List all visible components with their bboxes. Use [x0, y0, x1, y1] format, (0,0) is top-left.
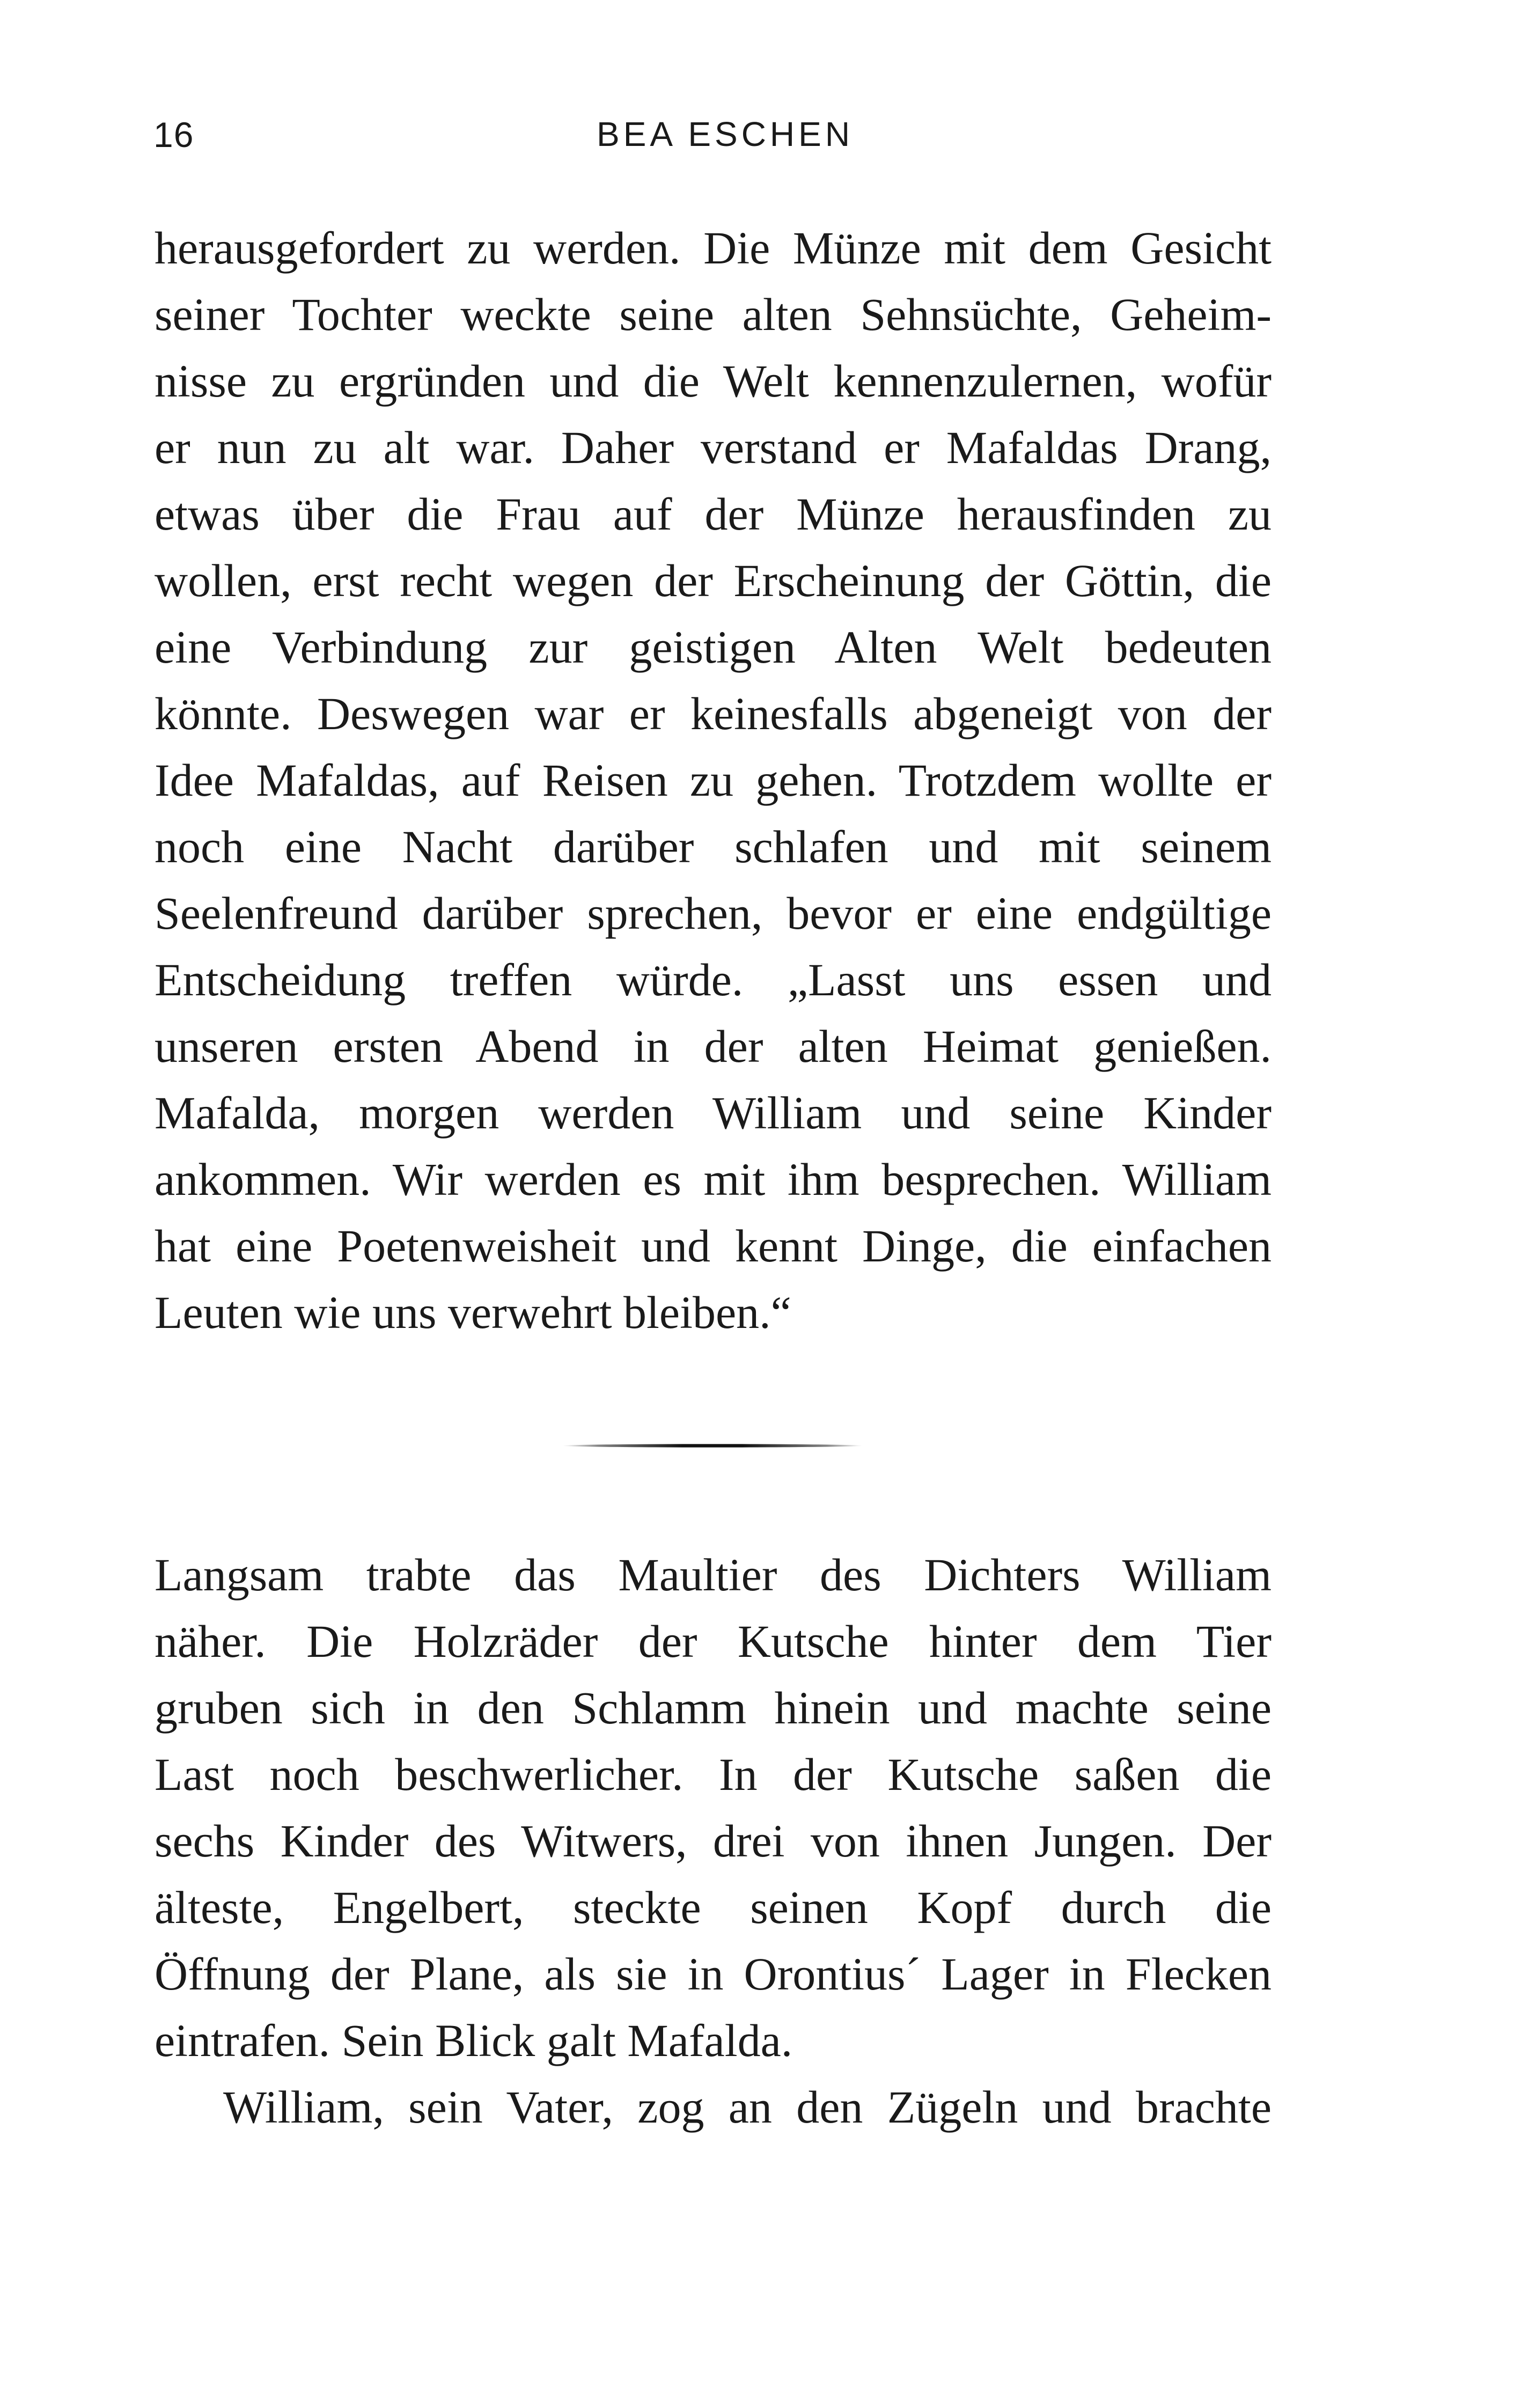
running-head-author: BEA ESCHEN [597, 115, 854, 153]
text-line: Seelenfreund darüber sprechen, bevor er eine endgültige [155, 887, 1272, 939]
text-line: Last noch beschwerlicher. In der Kutsche saßen die [155, 1749, 1272, 1800]
text-line: älteste, Engelbert, steckte seinen Kopf durch die [155, 1882, 1272, 1933]
text-line: hat eine Poetenweisheit und kennt Dinge, die einfachen [155, 1220, 1272, 1272]
text-line: gruben sich in den Schlamm hinein und machte seine [155, 1682, 1272, 1734]
text-line: Idee Mafaldas, auf Reisen zu gehen. Trotzdem wollte er [155, 754, 1272, 806]
section-divider [562, 1444, 863, 1447]
text-line: wollen, erst recht wegen der Erscheinung der Göttin, die [155, 555, 1272, 606]
text-line: er nun zu alt war. Daher verstand er Mafaldas Drang, [155, 422, 1272, 473]
text-line: Langsam trabte das Maultier des Dichters William [155, 1549, 1272, 1601]
text-line: eine Verbindung zur geistigen Alten Welt bedeuten [155, 621, 1272, 673]
text-line: herausgefordert zu werden. Die Münze mit dem Gesicht [155, 222, 1272, 274]
text-line: unseren ersten Abend in der alten Heimat genießen. [155, 1021, 1272, 1072]
page-number: 16 [153, 115, 194, 155]
text-line: ankommen. Wir werden es mit ihm besprechen. William [155, 1154, 1272, 1205]
text-line: Leuten wie uns verwehrt bleiben.“ [155, 1287, 791, 1338]
text-line: eintrafen. Sein Blick galt Mafalda. [155, 2015, 793, 2066]
text-line: seiner Tochter weckte seine alten Sehnsüchte, Geheim- [155, 289, 1272, 340]
text-line: noch eine Nacht darüber schlafen und mit seinem [155, 821, 1272, 872]
body-paragraph-2 [155, 1541, 1272, 2140]
text-line: etwas über die Frau auf der Münze herausfinden zu [155, 488, 1272, 540]
text-line: Mafalda, morgen werden William und seine Kinder [155, 1087, 1272, 1139]
text-line: William, sein Vater, zog an den Zügeln und brachte [223, 2081, 1272, 2133]
text-line: Öffnung der Plane, als sie in Orontius´ Lager in Flecken [155, 1948, 1272, 2000]
text-line: nisse zu ergründen und die Welt kennenzulernen, wofür [155, 355, 1272, 407]
text-line: könnte. Deswegen war er keinesfalls abgeneigt von der [155, 688, 1272, 739]
body-paragraph-1 [155, 215, 1272, 1346]
text-line: Entscheidung treffen würde. „Lasst uns essen und [155, 954, 1272, 1005]
text-line: sechs Kinder des Witwers, drei von ihnen Jungen. Der [155, 1815, 1272, 1867]
text-line: näher. Die Holzräder der Kutsche hinter dem Tier [155, 1616, 1272, 1667]
